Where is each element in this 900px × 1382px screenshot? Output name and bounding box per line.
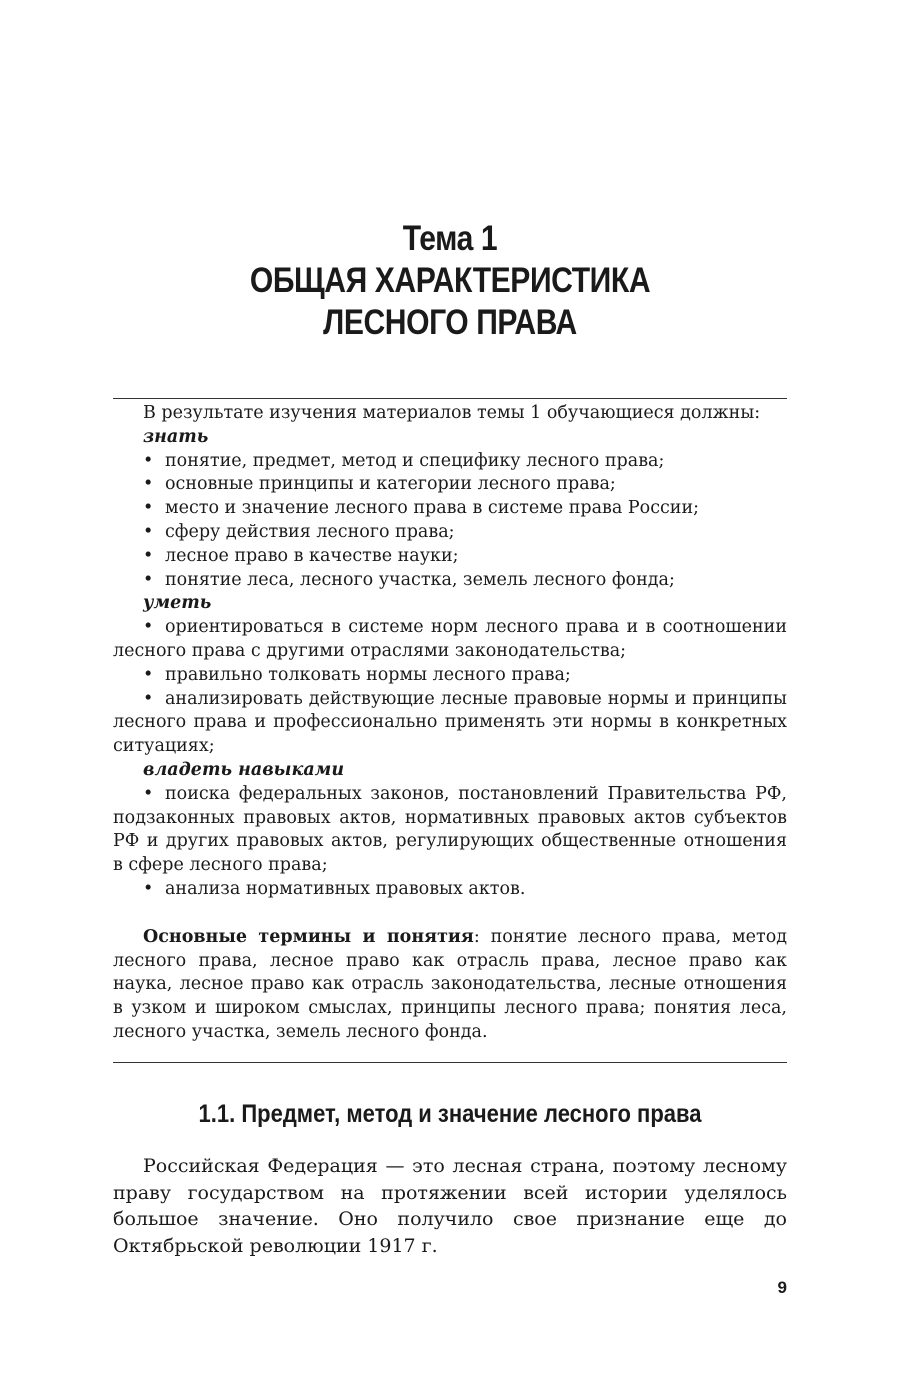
list-item: • место и значение лесного права в системе права России; bbox=[113, 497, 787, 521]
list-item: • ориентироваться в системе норм лесного права и в соотношении лесного права с другими отраслями законодательства; bbox=[113, 617, 787, 661]
body-paragraph: Российская Федерация — это лесная страна, поэтому лесному праву государством на протяжении всей истории уделялось большое значение. Оно получило свое признание еще до Октябрьской революции 1917 г. bbox=[113, 1155, 787, 1257]
key-terms-text: : понятие лесного права, метод лесного права, лесное право как отрасль права, лесное право как наука, лесное право как отрасль законодательства, лесные отношения в узком и широком смыслах, принципы лесного права; понятия леса, лесного участка, земель лесного фонда. bbox=[113, 926, 787, 1042]
list-item: • анализа нормативных правовых актов. bbox=[113, 878, 787, 902]
bullet-icon: • bbox=[143, 545, 154, 566]
list-item: • анализировать действующие лесные правовые нормы и принципы лесного права и профессионально применять эти нормы в конкретных ситуациях; bbox=[113, 688, 787, 757]
bullet-icon: • bbox=[143, 569, 154, 590]
can-label: уметь bbox=[143, 593, 212, 614]
topic-number: Тема 1 bbox=[402, 219, 498, 258]
objectives-intro: В результате изучения материалов темы 1 обучающиеся должны: bbox=[143, 403, 761, 423]
list-item: • основные принципы и категории лесного права; bbox=[113, 473, 787, 497]
list-item: • лесное право в качестве науки; bbox=[113, 545, 787, 569]
list-item: • поиска федеральных законов, постановлений Правительства РФ, подзаконных правовых актов, нормативных правовых актов субъектов РФ и других правовых актов, регулирующих общественные отношения в сфере лесного права; bbox=[113, 783, 787, 876]
bullet-icon: • bbox=[143, 617, 154, 638]
chapter-title-line-1: ОБЩАЯ ХАРАКТЕРИСТИКА bbox=[249, 261, 651, 300]
chapter-heading bbox=[0, 218, 900, 344]
section-heading: 1.1. Предмет, метод и значение лесного права bbox=[198, 1100, 702, 1128]
key-terms bbox=[113, 926, 787, 1045]
divider-top bbox=[113, 398, 787, 399]
bullet-icon: • bbox=[143, 878, 154, 899]
bullet-icon: • bbox=[143, 688, 154, 709]
chapter-title-line-2: ЛЕСНОГО ПРАВА bbox=[323, 303, 577, 342]
skills-label: владеть навыками bbox=[143, 759, 345, 780]
bullet-icon: • bbox=[143, 521, 154, 542]
divider-bottom bbox=[113, 1062, 787, 1063]
bullet-icon: • bbox=[143, 474, 154, 495]
list-item: • понятие леса, лесного участка, земель лесного фонда; bbox=[113, 569, 787, 593]
bullet-icon: • bbox=[143, 783, 154, 804]
bullet-icon: • bbox=[143, 664, 154, 685]
learning-objectives bbox=[113, 402, 787, 1045]
list-item: • правильно толковать нормы лесного права; bbox=[113, 664, 787, 688]
page-number: 9 bbox=[777, 1278, 787, 1297]
list-item: • сферу действия лесного права; bbox=[113, 521, 787, 545]
list-item: • понятие, предмет, метод и специфику лесного права; bbox=[113, 450, 787, 474]
know-list bbox=[113, 450, 787, 593]
key-terms-label: Основные термины и понятия bbox=[143, 926, 474, 947]
know-label: знать bbox=[143, 426, 209, 447]
bullet-icon: • bbox=[143, 498, 154, 519]
bullet-icon: • bbox=[143, 450, 154, 471]
